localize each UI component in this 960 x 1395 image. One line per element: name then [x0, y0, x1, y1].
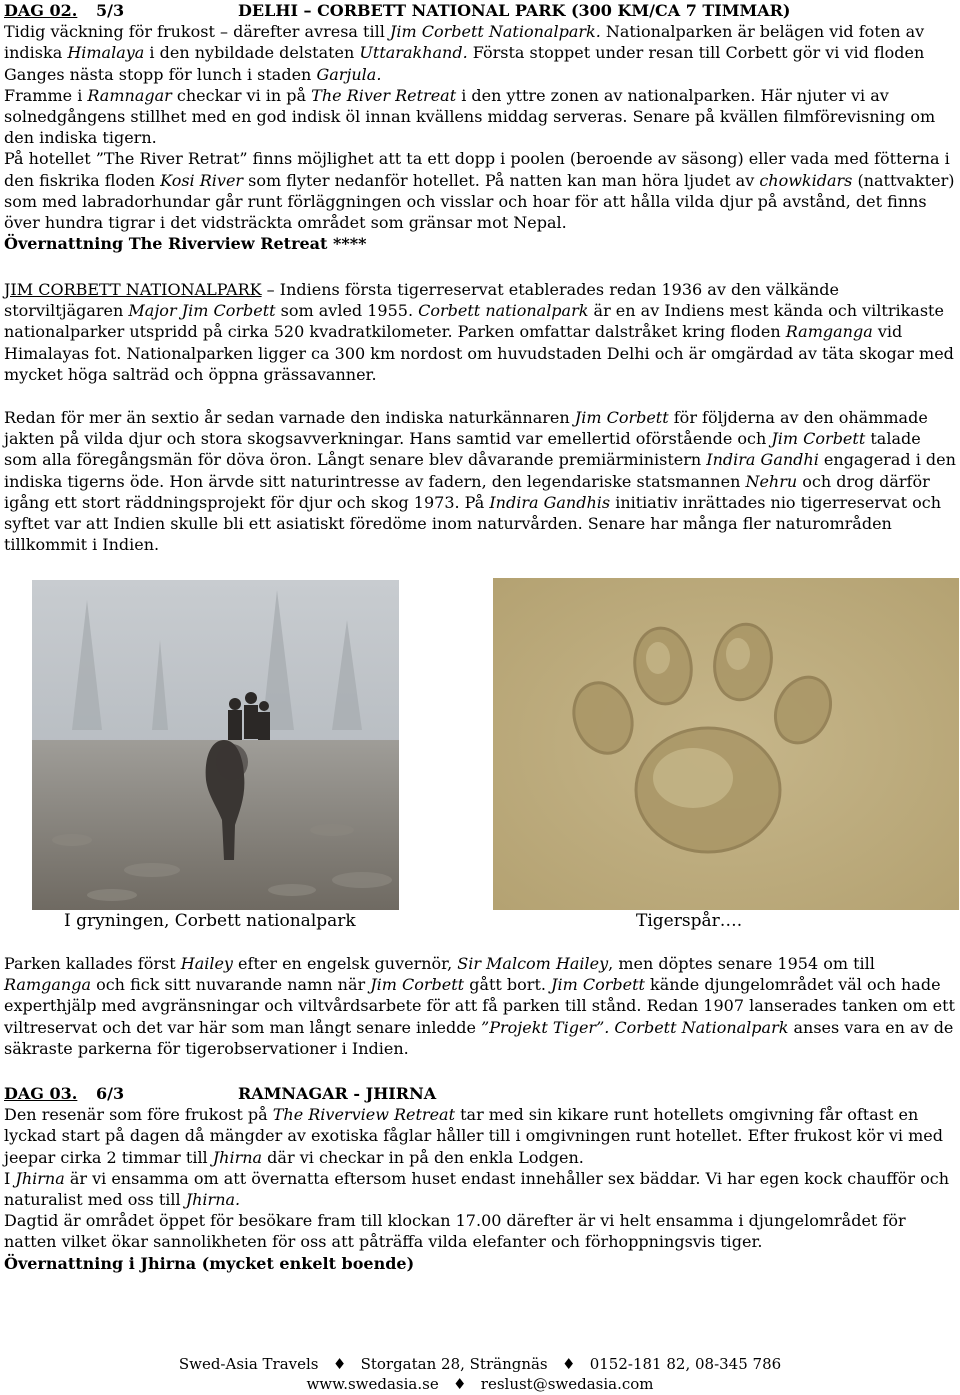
text: Jhirna [212, 1147, 263, 1167]
text: där vi checkar in på den enkla Lodgen. [262, 1147, 584, 1167]
footer-address: Storgatan 28, Strängnäs [360, 1355, 548, 1373]
day-02-heading [4, 0, 958, 21]
day-route: RAMNAGAR - JHIRNA [238, 1084, 437, 1103]
text: Kosi River [160, 170, 244, 190]
text: Ramnagar [87, 85, 172, 105]
diamond-icon: ♦ [332, 1355, 347, 1373]
text: Indira Gandhis [489, 492, 611, 512]
text: Indira Gandhi [706, 450, 819, 470]
text: Hailey [180, 954, 233, 973]
text: Jim Corbett [551, 975, 645, 995]
text: och fick sitt nuvarande namn när [91, 975, 371, 995]
day-03-heading [4, 1083, 958, 1104]
text: Redan för mer än sextio år sedan varnade den indiska naturkännaren [4, 408, 575, 427]
text: Jim Corbett [370, 975, 465, 995]
text: Uttarakhand. [359, 43, 468, 63]
text: På hotellet ”The River Retrat” finns möjlighet att ta ett dopp i poolen (beroende av säsong) eller vada med fötterna i den fiskrika floden [4, 149, 950, 190]
text: Garjula. [316, 64, 382, 84]
text: checkar vi in på [171, 85, 312, 105]
text: initiativ inrättades nio tigerreservat och syftet var att Indien skulle bli ett asiatiskt föredöme inom naturvården. Senare har många fler naturområden tillkommit i Indien. [4, 492, 941, 555]
elephant-photo-caption: I gryningen, Corbett nationalpark [64, 911, 356, 931]
diamond-icon: ♦ [453, 1375, 467, 1393]
text: gått bort. [464, 975, 552, 995]
text: kände djungelområdet väl och hade experthjälp med avgränsningar och viltvårdsarbete för att få parken till stånd. Redan 1907 lanserades tanken om ett viltreservat och det var här som man långt senare inledde [4, 975, 955, 1037]
footer-email-link[interactable]: reslust@swedasia.com [480, 1375, 654, 1393]
text: som avled 1955. [275, 301, 419, 321]
text: , men döptes senare 1954 om till [608, 954, 875, 973]
text: Ramganga [4, 975, 91, 995]
text: vid Himalayas fot. Nationalparken ligger ca 300 km nordost om huvudstaden Delhi och är omgärdad av täta skogar med mycket höga salträd och öppna grässavanner. [4, 322, 954, 384]
text: Nehru [745, 471, 798, 491]
text: och drog därför igång ett stort räddningsprojekt för djur och skog 1973. På [4, 471, 930, 512]
footer-line-1 [0, 1354, 960, 1375]
tiger-track-caption: Tigerspår…. [636, 911, 743, 931]
text: Major Jim Corbett [128, 301, 276, 321]
text: i den nybildade delstaten [144, 43, 360, 63]
text: för följderna av den ohämmade jakten på vilda djur och stora skogsavverkningar. Hans samtid var emellertid oförstående och [4, 408, 928, 449]
text: Parken kallades först [4, 954, 181, 973]
text: Jhirna. [185, 1190, 241, 1210]
text: Corbett Nationalpark [614, 1017, 789, 1037]
corbett-history-section [4, 407, 958, 555]
text: Sir Malcom Hailey [457, 954, 609, 973]
text: Corbett nationalpark [418, 301, 589, 321]
text: ”Projekt Tiger”. [481, 1017, 610, 1037]
text: The River Retreat [311, 85, 457, 105]
text: Den resenär som före frukost på [4, 1105, 273, 1125]
text: – Indiens första tigerreservat etablerades redan 1936 av den välkände storviltjägaren [4, 280, 839, 321]
text: (nattvakter) som med labradorhundar går runt förläggningen och visslar och hoar för att hålla vilda djur på avstånd, det finns över hundra tigrar i det vidsträckta området som gränsar mot Nepal. [4, 170, 955, 233]
day-label: DAG 03. [4, 1084, 78, 1103]
text: Nationalparken är belägen vid foten av indiska [4, 22, 925, 63]
text: efter en engelsk guvernör, [232, 954, 458, 973]
day-date: 6/3 [96, 1084, 125, 1103]
day-03-overnight: Övernattning i Jhirna (mycket enkelt boende) [4, 1253, 415, 1273]
text: Jim Corbett [771, 429, 866, 449]
footer-phone: 0152-181 82, 08-345 786 [589, 1355, 782, 1373]
elephant-photo [32, 580, 399, 910]
hailey-section [4, 953, 958, 1059]
day-date: 5/3 [96, 1, 125, 20]
corbett-paragraph-2 [4, 407, 958, 555]
text: talade som alla föregångsmän för döva öron. Långt senare blev dåvarande premiärministern [4, 429, 921, 470]
text: Jim Corbett [574, 408, 669, 427]
text: är vi ensamma om att övernatta eftersom huset endast innehåller sex bäddar. Vi har egen kock chaufför och naturalist med oss till [4, 1168, 950, 1210]
text: I [4, 1168, 16, 1188]
text: Framme i [4, 85, 88, 105]
day-03-paragraph-2 [4, 1168, 958, 1210]
footer-website-link[interactable]: www.swedasia.se [306, 1375, 439, 1393]
text: Första stoppet under resan till Corbett gör vi vid floden Ganges nästa stopp för lunch i staden [4, 43, 925, 84]
corbett-intro-section [4, 279, 958, 385]
diamond-icon: ♦ [561, 1355, 576, 1373]
text: Tidig väckning för frukost – därefter avresa till [4, 22, 390, 42]
day-02-paragraph-1 [4, 21, 958, 85]
corbett-title: JIM CORBETT NATIONALPARK [4, 280, 262, 299]
corbett-paragraph-1 [4, 279, 958, 385]
tiger-track-photo [493, 578, 959, 910]
text: Jhirna [15, 1168, 65, 1188]
day-02-section [4, 0, 958, 254]
day-route: DELHI – CORBETT NATIONAL PARK (300 KM/CA 7 TIMMAR) [238, 1, 791, 20]
text: engagerad i den indiska tigerns öde. Hon ärvde sitt naturintresse av fadern, den legendariske statsmannen [4, 450, 956, 491]
day-03-paragraph-1 [4, 1104, 958, 1168]
text: The Riverview Retreat [272, 1105, 456, 1125]
day-02-paragraph-3 [4, 148, 958, 233]
text: tar med sin kikare runt hotellets omgivning får oftast en lyckad start på dagen då mängder av exotiska fåglar håller till i omgivningen runt hotellet. Efter frukost kör vi med jeepar cirka 2 timmar till [4, 1105, 943, 1167]
text: Ramganga [785, 322, 873, 342]
text: Himalaya [67, 43, 145, 63]
day-03-section [4, 1083, 958, 1274]
day-02-paragraph-2 [4, 85, 958, 149]
day-label: DAG 02. [4, 1, 78, 20]
day-03-paragraph-3: Dagtid är området öppet för besökare fram till klockan 17.00 därefter är vi helt ensamma i djungelområdet för natten vilket ökar sannolikheten för oss att påträffa vilda elefanter och förhoppningsvis tiger. [4, 1211, 906, 1252]
day-02-overnight: Övernattning The Riverview Retreat **** [4, 234, 367, 254]
hailey-paragraph [4, 953, 958, 1059]
text: är en av Indiens mest kända och viltrikaste nationalparker utspridd på cirka 520 kvadratkilometer. Parken omfattar dalstråket kring floden [4, 301, 944, 342]
text: i den yttre zonen av nationalparken. Här njuter vi av solnedgångens stillhet med en god indisk öl innan kvällens middag serveras. Senare på kvällen filmförevisning om den indiska tigern. [4, 85, 936, 148]
text: Jim Corbett Nationalpark. [389, 22, 601, 42]
footer-line-2 [0, 1374, 960, 1395]
text: chowkidars [759, 170, 853, 190]
text: anses vara en av de säkraste parkerna för tigerobservationer i Indien. [4, 1017, 954, 1058]
text: som flyter nedanför hotellet. På natten kan man höra ljudet av [243, 170, 760, 190]
footer-company: Swed-Asia Travels [178, 1355, 319, 1373]
